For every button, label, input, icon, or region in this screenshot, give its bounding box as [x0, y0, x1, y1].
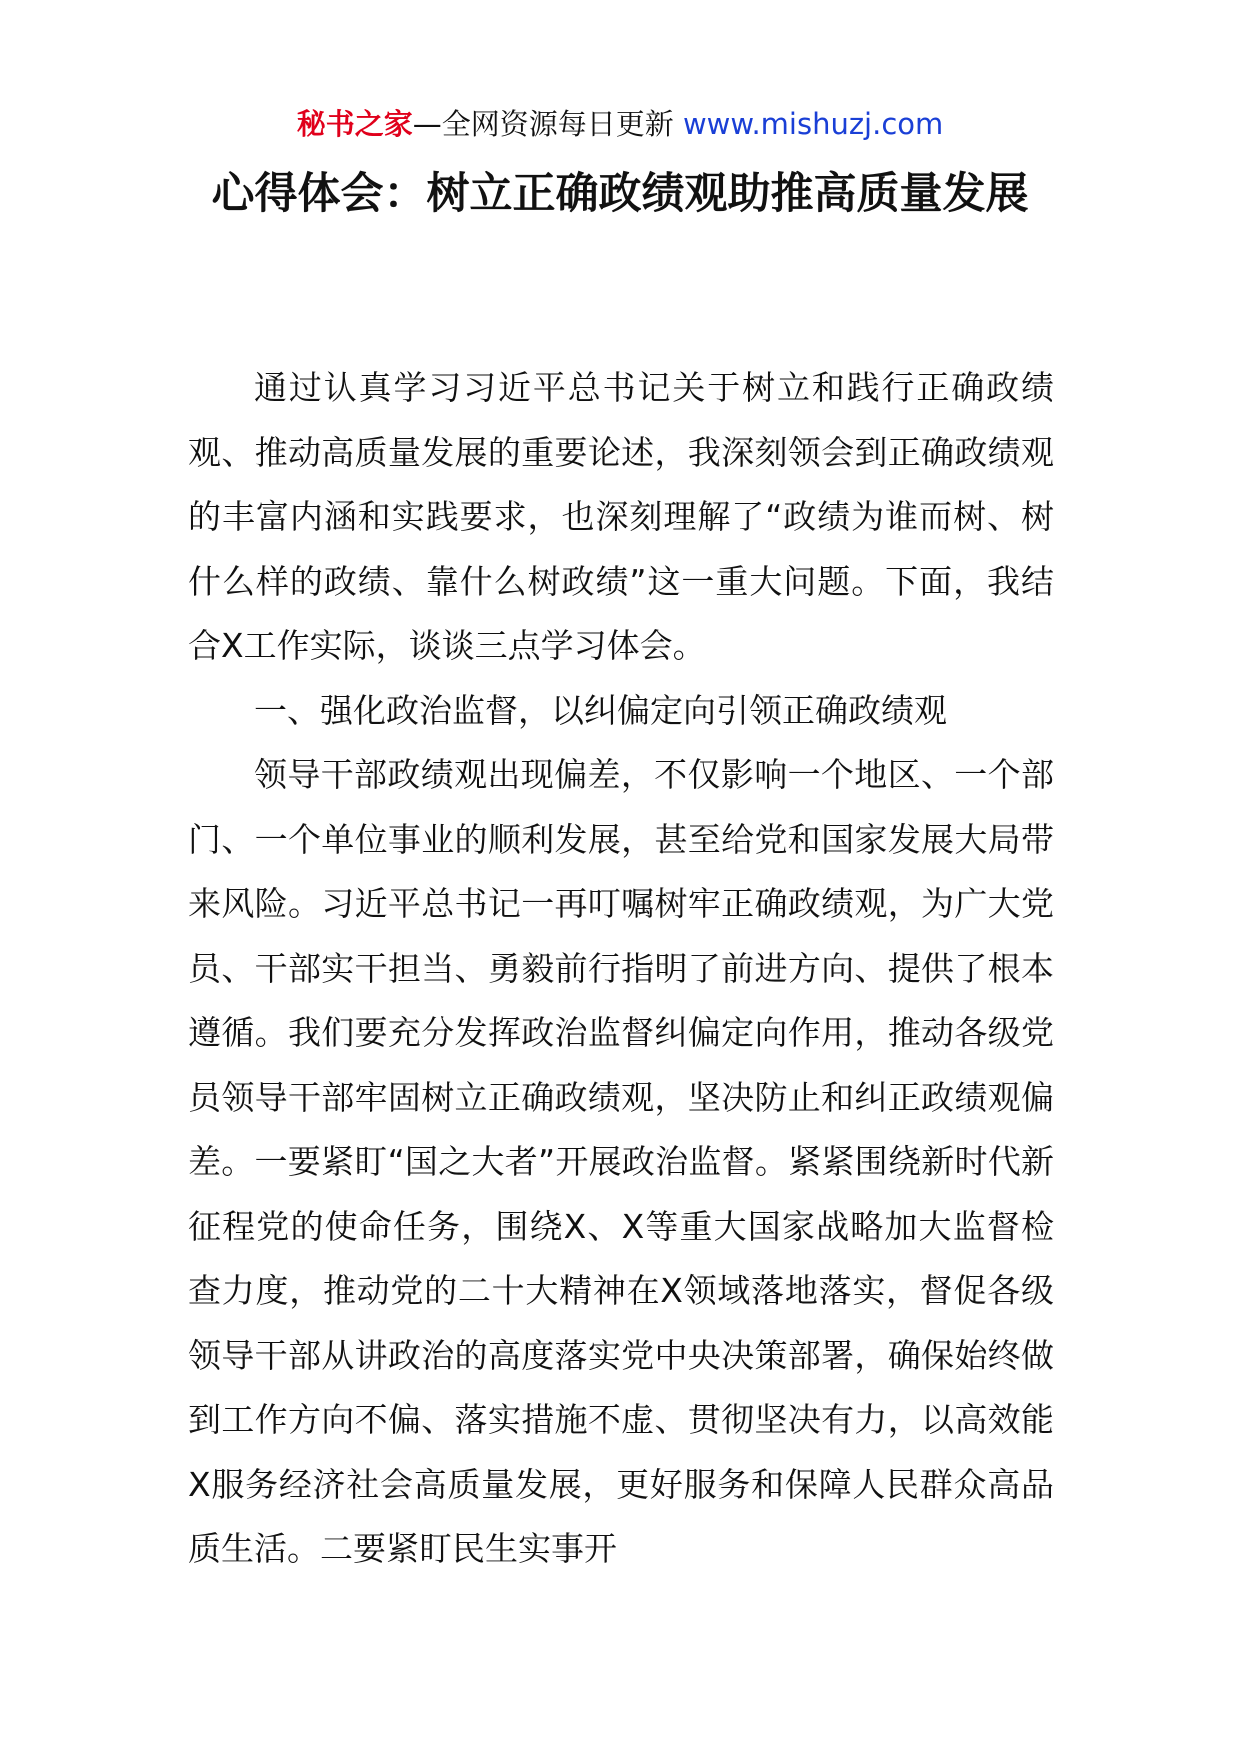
document-title: 心得体会：树立正确政绩观助推高质量发展	[211, 169, 1029, 219]
site-url-link[interactable]: www.mishuzj.com	[682, 107, 944, 141]
paragraph-intro: 通过认真学习习近平总书记关于树立和践行正确政绩观、推动高质量发展的重要论述，我深刻领会到正确政绩观的丰富内涵和实践要求，也深刻理解了“政绩为谁而树、树什么样的政绩、靠什么树政绩”这一重大问题。下面，我结合X工作实际，谈谈三点学习体会。	[188, 368, 1054, 665]
site-header	[0, 104, 1240, 144]
section-heading-1: 一、强化政治监督，以纠偏定向引领正确政绩观	[254, 690, 947, 730]
document-body	[188, 356, 1054, 1582]
site-tagline: —全网资源每日更新	[412, 107, 674, 141]
site-brand: 秘书之家	[296, 107, 413, 141]
paragraph-section-1: 领导干部政绩观出现偏差，不仅影响一个地区、一个部门、一个单位事业的顺利发展，甚至给党和国家发展大局带来风险。习近平总书记一再叮嘱树牢正确政绩观，为广大党员、干部实干担当、勇毅前行指明了前进方向、提供了根本遵循。我们要充分发挥政治监督纠偏定向作用，推动各级党员领导干部牢固树立正确政绩观，坚决防止和纠正政绩观偏差。一要紧盯“国之大者”开展政治监督。紧紧围绕新时代新征程党的使命任务，围绕X、X等重大国家战略加大监督检查力度，推动党的二十大精神在X领域落地落实，督促各级领导干部从讲政治的高度落实党中央决策部署，确保始终做到工作方向不偏、落实措施不虚、贯彻坚决有力，以高效能X服务经济社会高质量发展，更好服务和保障人民群众高品质生活。二要紧盯民生实事开	[188, 755, 1054, 1568]
